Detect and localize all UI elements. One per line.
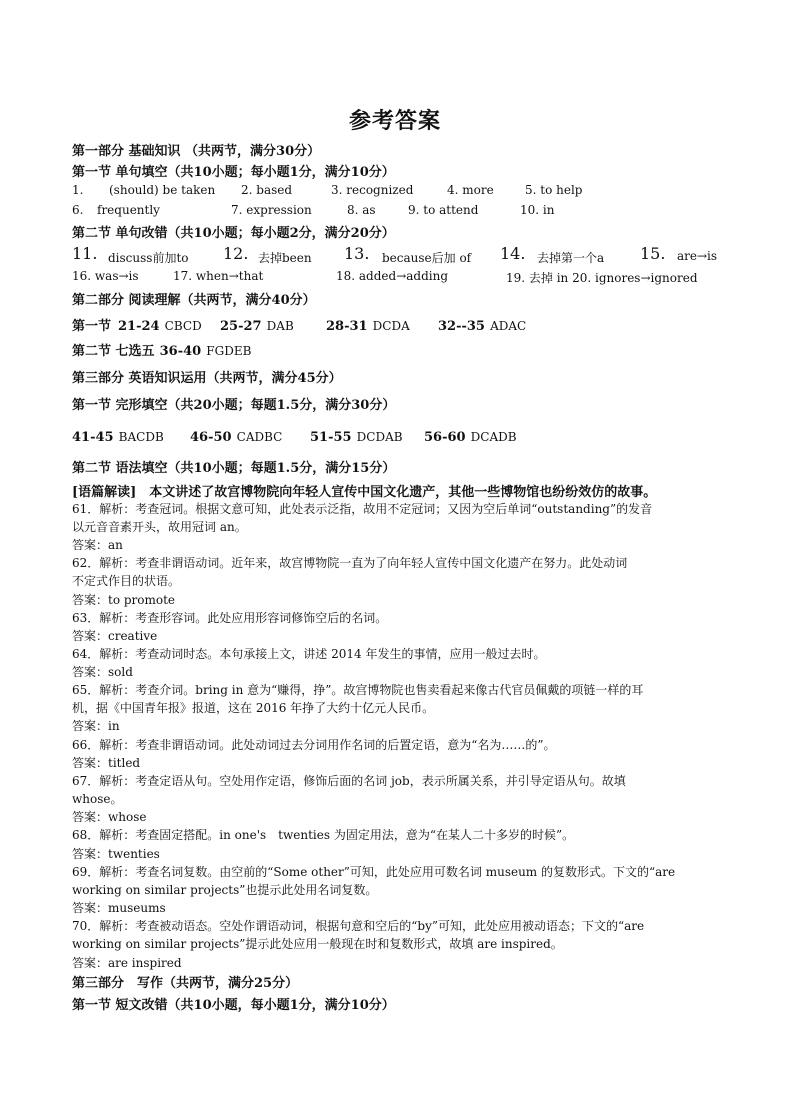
explanation-line: 70．解析：考查被动语态。空处作谓语动词，根据句意和空后的“by”可知，此处应用被动语态；下文的“are <box>72 919 645 933</box>
part-four-heading: 第三部分 写作（共两节，满分25分） <box>72 976 299 991</box>
correction-answer: are→is <box>677 249 718 263</box>
explanation-line: 62．解析：考查非谓语动词。近年来，故宫博物院一直为了向年轻人宣传中国文化遗产在努力。此处动词 <box>72 556 628 570</box>
reading-answer-group: 32--35 ADAC <box>438 319 527 334</box>
page-title: 参考答案 <box>348 108 441 134</box>
cloze-heading: 第一节 完形填空（共20小题；每题1.5分，满分30分） <box>72 398 396 413</box>
answer-line: 答案：whose <box>72 810 147 824</box>
correction-answer: because后加 of <box>382 251 472 265</box>
explanation-line: whose。 <box>72 792 123 806</box>
cloze-answer-group: 41-45 BACDB <box>72 430 164 445</box>
part-two-heading: 第二部分 阅读理解（共两节，满分40分） <box>72 293 316 308</box>
correction-answer: 去掉been <box>258 251 312 265</box>
correction-number: 15. <box>640 244 666 263</box>
fill-answer: 10. in <box>520 203 555 217</box>
answer-line: 答案：sold <box>72 665 133 679</box>
correction-number: 11. <box>72 244 98 263</box>
reading-answer-group: 21-24 CBCD <box>118 319 202 334</box>
section-one-heading: 第一节 单句填空（共10小题；每小题1分，满分10分） <box>72 165 395 180</box>
part-three-heading: 第三部分 英语知识运用（共两节，满分45分） <box>72 371 342 386</box>
answer-line: 答案：to promote <box>72 593 176 607</box>
correction-answer: discuss前加to <box>108 251 189 265</box>
explanation-line: 66．解析：考查非谓语动词。此处动词过去分词用作名词的后置定语，意为“名为……的”。 <box>72 738 556 752</box>
explanation-line: 61．解析：考查冠词。根据文意可知，此处表示泛指，故用不定冠词；又因为空后单词“outstanding”的发音 <box>72 502 653 516</box>
explanation-line: 以元音音素开头，故用冠词 an。 <box>72 520 247 534</box>
passage-summary: [语篇解读] 本文讲述了故宫博物院向年轻人宣传中国文化遗产，其他一些博物馆也纷纷效仿的故事。 <box>72 485 657 500</box>
grammar-heading: 第二节 语法填空（共10小题；每题1.5分，满分15分） <box>72 461 396 476</box>
correction-answer: 16. was→is <box>72 269 139 283</box>
cloze-answer-group: 51-55 DCDAB <box>310 430 403 445</box>
cloze-answer-group: 46-50 CADBC <box>190 430 283 445</box>
answer-line: 答案：museums <box>72 901 166 915</box>
fill-answer: 4. more <box>447 183 494 197</box>
answer-line: 答案：creative <box>72 629 158 643</box>
explanation-line: working on similar projects”提示此处应用一般现在时和复数形式，故填 are inspired。 <box>72 937 563 951</box>
explanation-line: 67．解析：考查定语从句。空处用作定语，修饰后面的名词 job，表示所属关系，并引导定语从句。故填 <box>72 774 626 788</box>
fill-answer: (should) be taken <box>109 183 216 197</box>
explanation-line: 65．解析：考查介词。bring in 意为“赚得，挣”。故宫博物院也售卖看起来像古代官员佩戴的项链一样的耳 <box>72 683 644 697</box>
answer-line: 答案：titled <box>72 756 141 770</box>
reading-answer-group: 28-31 DCDA <box>326 319 410 334</box>
answer-line: 答案：are inspired <box>72 956 182 970</box>
reading-section-two: 第二节 七选五 36-40 FGDEB <box>72 344 252 359</box>
explanation-line: 机，据《中国青年报》报道，这在 2016 年挣了大约十亿元人民币。 <box>72 701 435 715</box>
correction-answer: 19. 去掉 in 20. ignores→ignored <box>506 271 698 285</box>
fill-answer: 8. as <box>347 203 376 217</box>
correction-answer: 18. added→adding <box>336 269 449 283</box>
correction-number: 12. <box>223 244 249 263</box>
fill-answer: 5. to help <box>525 183 583 197</box>
fill-answer: 2. based <box>241 183 293 197</box>
explanation-line: 63．解析：考查形容词。此处应用形容词修饰空后的名词。 <box>72 611 388 625</box>
fill-answer: 1. <box>72 183 84 197</box>
fill-answer: 7. expression <box>231 203 312 217</box>
section-two-heading: 第二节 单句改错（共10小题；每小题2分，满分20分） <box>72 226 395 241</box>
fill-answer: 6. <box>72 203 84 217</box>
explanation-line: working on similar projects”也提示此处用名词复数。 <box>72 883 378 897</box>
correction-number: 13. <box>344 244 370 263</box>
answer-line: 答案：an <box>72 538 123 552</box>
fill-answer: 3. recognized <box>331 183 414 197</box>
fill-answer: 9. to attend <box>408 203 479 217</box>
answer-line: 答案：twenties <box>72 847 160 861</box>
writing-section-heading: 第一节 短文改错（共10小题，每小题1分，满分10分） <box>72 998 395 1013</box>
answer-line: 答案：in <box>72 719 120 733</box>
cloze-answer-group: 56-60 DCADB <box>424 430 517 445</box>
part-one-heading: 第一部分 基础知识 （共两节，满分30分） <box>72 144 321 159</box>
reading-section-one-label: 第一节 <box>72 319 112 334</box>
correction-number: 14. <box>500 244 526 263</box>
explanation-line: 64．解析：考查动词时态。本句承接上文，讲述 2014 年发生的事情，应用一般过去时。 <box>72 647 546 661</box>
explanation-line: 69．解析：考查名词复数。由空前的“Some other”可知，此处应用可数名词 museum 的复数形式。下文的“are <box>72 865 676 879</box>
explanation-line: 68．解析：考查固定搭配。in one's twenties 为固定用法，意为“在某人二十多岁的时候”。 <box>72 828 575 842</box>
correction-answer: 17. when→that <box>173 269 264 283</box>
correction-answer: 去掉第一个a <box>537 251 605 265</box>
fill-answer: frequently <box>97 203 160 217</box>
explanation-line: 不定式作目的状语。 <box>72 574 181 588</box>
reading-answer-group: 25-27 DAB <box>220 319 294 334</box>
